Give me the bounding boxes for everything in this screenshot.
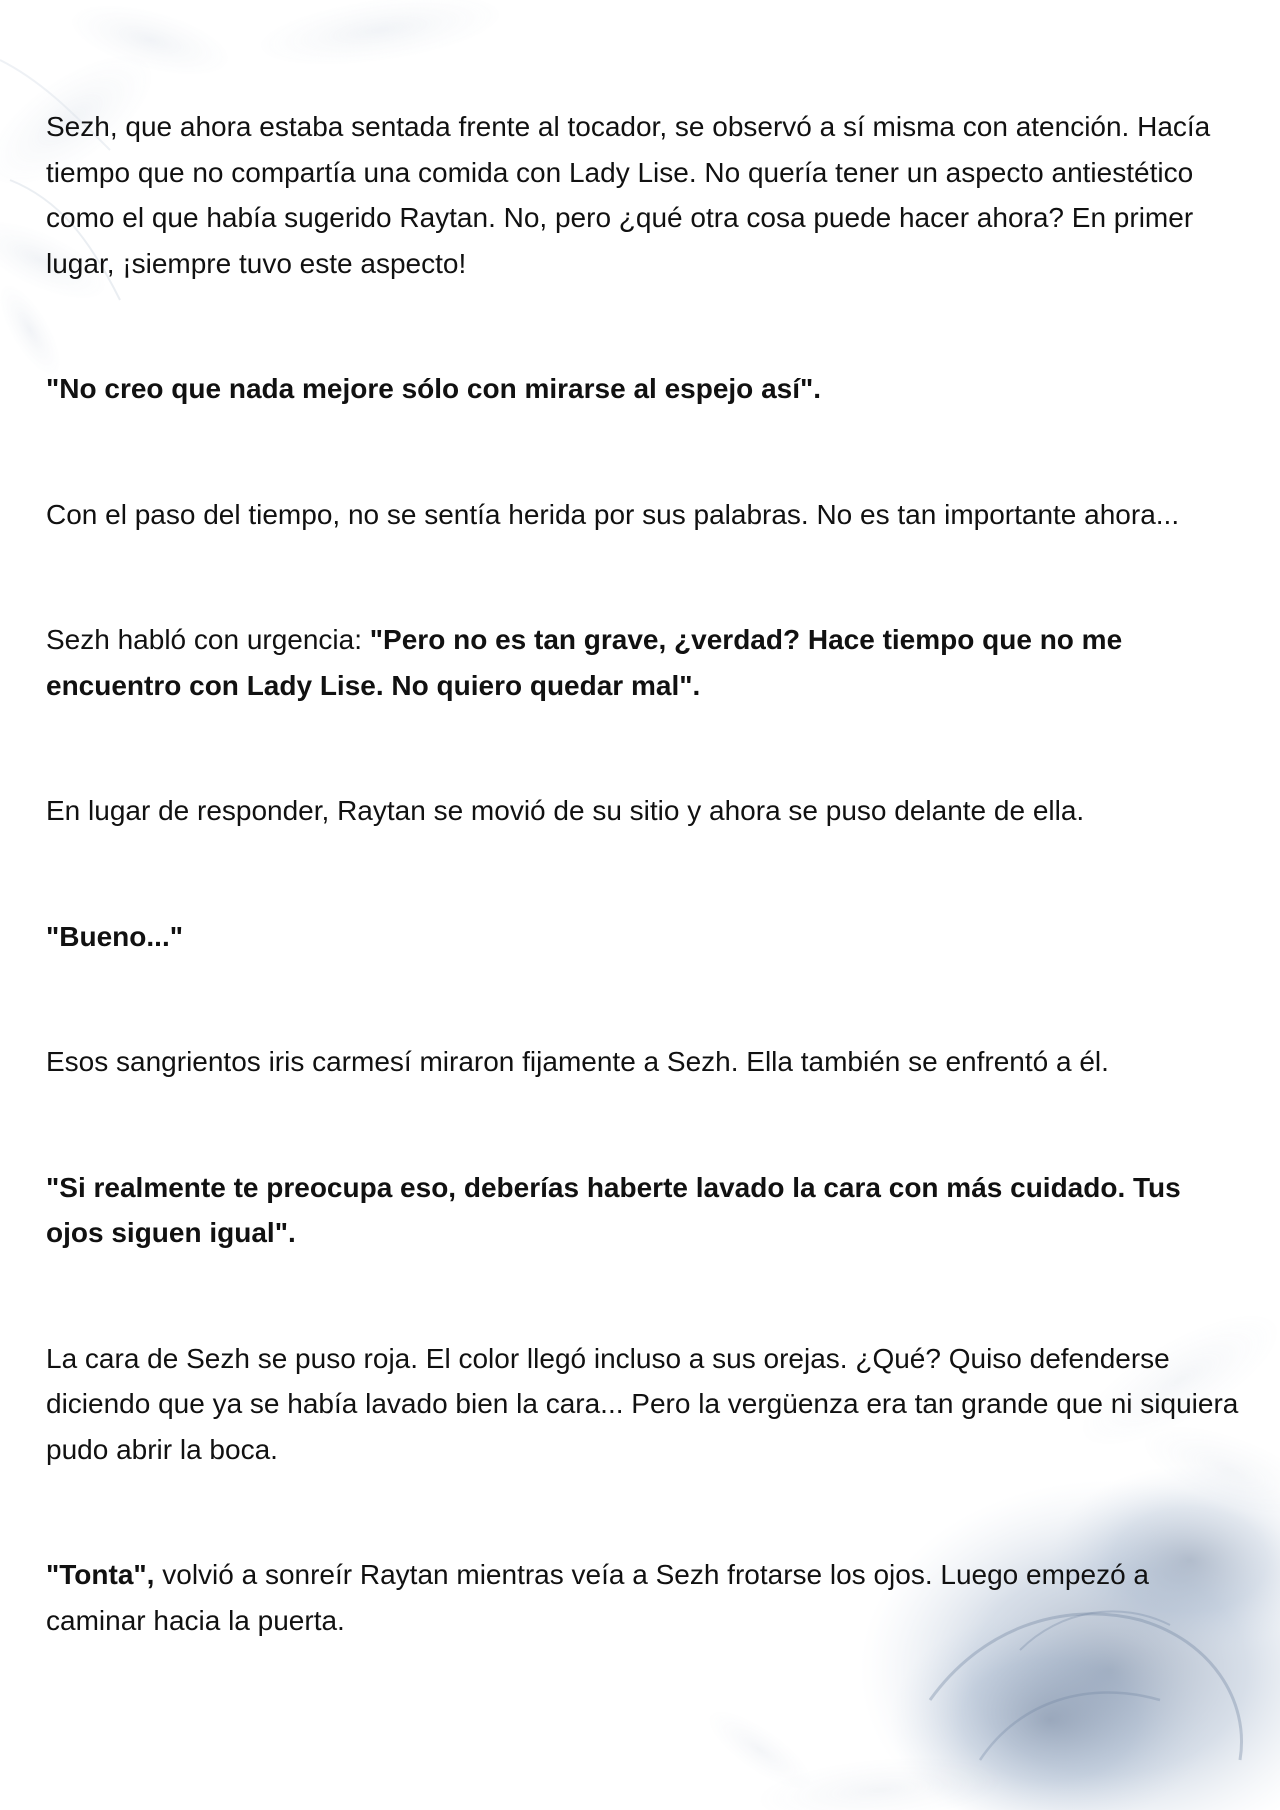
- paragraph-spacer: [46, 412, 1246, 492]
- paragraph: [46, 1039, 1246, 1085]
- paragraph-spacer: [46, 708, 1246, 788]
- paragraph-bold-text: "No creo que nada mejore sólo con mirarse al espejo así".: [46, 373, 822, 404]
- paragraph-spacer: [46, 1256, 1246, 1336]
- paragraph: [46, 1552, 1246, 1643]
- paragraph-spacer: [46, 537, 1246, 617]
- paragraph-bold-text: "Pero no es tan grave, ¿verdad? Hace tiempo que no me encuentro con Lady Lise. No quiero quedar mal".: [46, 624, 1123, 701]
- paragraph-text: volvió a sonreír Raytan mientras veía a Sezh frotarse los ojos. Luego empezó a caminar hacia la puerta.: [46, 1559, 1149, 1636]
- paragraph-bold-text: "Bueno...": [46, 920, 183, 952]
- paragraph-text: Con el paso del tiempo, no se sentía herida por sus palabras. No es tan importante ahora...: [46, 498, 1180, 530]
- paragraph: [46, 1336, 1246, 1473]
- paragraph-spacer: [46, 1085, 1246, 1165]
- paragraph-spacer: [46, 286, 1246, 366]
- paragraph: [46, 492, 1246, 538]
- paragraph: [46, 914, 1246, 960]
- paragraph: [46, 788, 1246, 834]
- paragraph-text: La cara de Sezh se puso roja. El color llegó incluso a sus orejas. ¿Qué? Quiso defenderse diciendo que ya se había lavado bien la cara... Pero la vergüenza era tan grande que ni siquiera pudo abrir la boca.: [46, 1342, 1239, 1465]
- paragraph: [46, 617, 1246, 708]
- paragraph-text: Esos sangrientos iris carmesí miraron fijamente a Sezh. Ella también se enfrentó a él.: [46, 1046, 1109, 1077]
- paragraph-text: En lugar de responder, Raytan se movió de su sitio y ahora se puso delante de ella.: [46, 795, 1085, 826]
- paragraph: [46, 1165, 1246, 1256]
- paragraph: [46, 366, 1246, 412]
- paragraph-bold-text: "Tonta",: [46, 1559, 155, 1590]
- paragraph-spacer: [46, 1472, 1246, 1552]
- paragraph-text: Sezh habló con urgencia:: [46, 624, 370, 655]
- paragraph-spacer: [46, 959, 1246, 1039]
- paragraph-text: Sezh, que ahora estaba sentada frente al tocador, se observó a sí misma con atención. Hacía tiempo que no compartía una comida con Lady Lise. No quería tener un aspecto antiestético como el que había sugerido Raytan. No, pero ¿qué otra cosa puede hacer ahora? En primer lugar, ¡siempre tuvo este aspecto!: [46, 111, 1211, 279]
- paragraph-bold-text: "Si realmente te preocupa eso, deberías haberte lavado la cara con más cuidado. Tus ojos siguen igual".: [46, 1171, 1181, 1248]
- paragraph: [46, 104, 1246, 286]
- paragraph-spacer: [46, 834, 1246, 914]
- document-body: [46, 104, 1246, 1643]
